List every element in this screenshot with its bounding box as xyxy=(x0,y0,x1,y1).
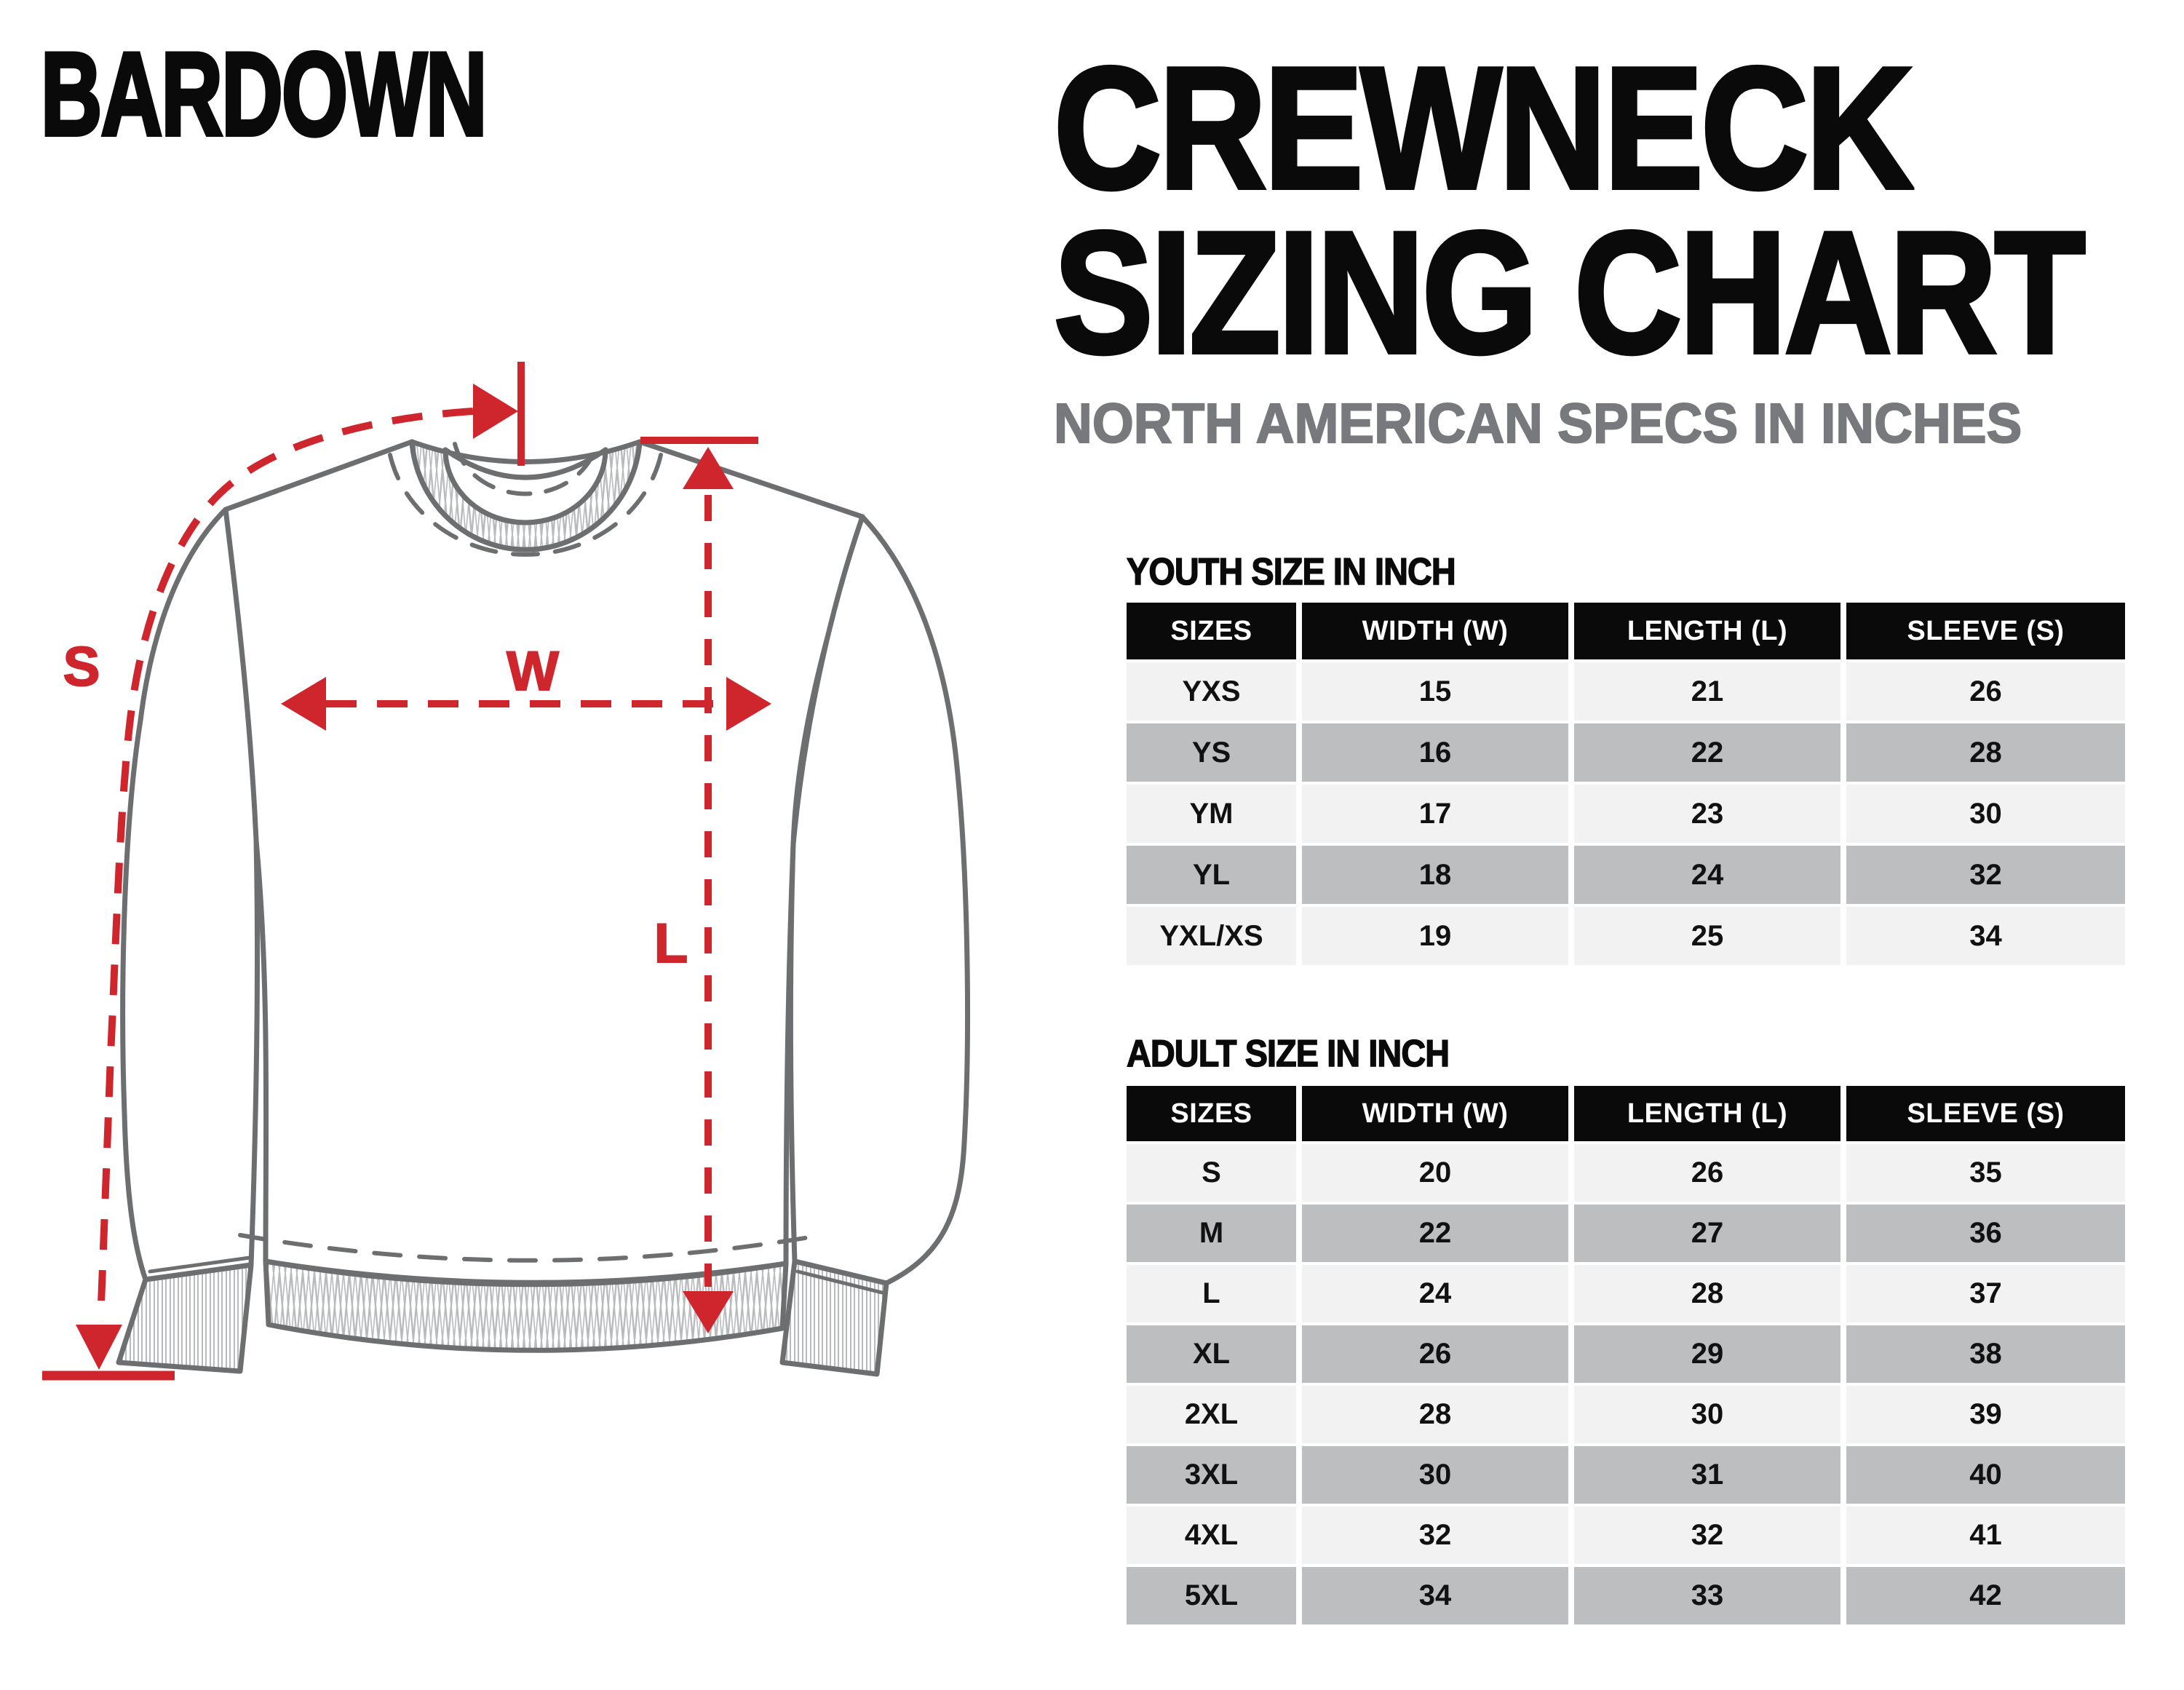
cell-sleeve: 37 xyxy=(1846,1265,2125,1322)
cell-size: L xyxy=(1127,1265,1296,1322)
cell-length: 30 xyxy=(1574,1386,1840,1443)
youth-size-table xyxy=(1127,603,2125,968)
cell-sleeve: 41 xyxy=(1846,1507,2125,1564)
youth-header-row xyxy=(1127,603,2125,659)
table-row xyxy=(1127,1325,2125,1383)
cell-sleeve: 32 xyxy=(1846,846,2125,904)
cell-length: 33 xyxy=(1574,1567,1840,1624)
table-row xyxy=(1127,907,2125,965)
table-row xyxy=(1127,1205,2125,1262)
cell-length: 26 xyxy=(1574,1144,1840,1202)
cell-width: 15 xyxy=(1302,662,1568,721)
cell-size: M xyxy=(1127,1205,1296,1262)
cell-sleeve: 38 xyxy=(1846,1325,2125,1383)
cell-sleeve: 26 xyxy=(1846,662,2125,721)
cell-width: 17 xyxy=(1302,785,1568,843)
cell-sleeve: 40 xyxy=(1846,1446,2125,1504)
cell-size: YS xyxy=(1127,723,1296,782)
cell-size: 5XL xyxy=(1127,1567,1296,1624)
cell-width: 19 xyxy=(1302,907,1568,965)
left-cuff xyxy=(119,1265,251,1371)
cell-width: 16 xyxy=(1302,723,1568,782)
table-row xyxy=(1127,723,2125,782)
cell-size: 3XL xyxy=(1127,1446,1296,1504)
table-row xyxy=(1127,785,2125,843)
cell-width: 24 xyxy=(1302,1265,1568,1322)
page-title-line-1: CREWNECK xyxy=(1054,32,1911,225)
cell-length: 23 xyxy=(1574,785,1840,843)
cell-width: 32 xyxy=(1302,1507,1568,1564)
column-header-sleeve: SLEEVE (S) xyxy=(1846,1086,2125,1141)
cell-sleeve: 30 xyxy=(1846,785,2125,843)
column-header-width: WIDTH (W) xyxy=(1302,1086,1568,1141)
width-label: W xyxy=(507,640,559,702)
right-cuff xyxy=(782,1261,886,1374)
column-header-sleeve: SLEEVE (S) xyxy=(1846,603,2125,659)
cell-length: 24 xyxy=(1574,846,1840,904)
cell-width: 20 xyxy=(1302,1144,1568,1202)
adult-header-row xyxy=(1127,1086,2125,1141)
title-block xyxy=(1054,32,2184,455)
youth-section-heading: YOUTH SIZE IN INCH xyxy=(1127,551,1456,593)
cell-sleeve: 39 xyxy=(1846,1386,2125,1443)
cell-sleeve: 35 xyxy=(1846,1144,2125,1202)
cell-length: 31 xyxy=(1574,1446,1840,1504)
adult-size-table xyxy=(1127,1086,2125,1627)
brand-logo: BARDOWN xyxy=(41,28,486,160)
cell-size: YM xyxy=(1127,785,1296,843)
cell-size: YL xyxy=(1127,846,1296,904)
cell-width: 34 xyxy=(1302,1567,1568,1624)
cell-width: 30 xyxy=(1302,1446,1568,1504)
cell-sleeve: 28 xyxy=(1846,723,2125,782)
cell-width: 28 xyxy=(1302,1386,1568,1443)
cell-width: 22 xyxy=(1302,1205,1568,1262)
adult-section-heading: ADULT SIZE IN INCH xyxy=(1127,1033,1450,1075)
column-header-length: LENGTH (L) xyxy=(1574,1086,1840,1141)
column-header-sizes: SIZES xyxy=(1127,1086,1296,1141)
cell-width: 18 xyxy=(1302,846,1568,904)
cell-size: 4XL xyxy=(1127,1507,1296,1564)
table-row xyxy=(1127,1265,2125,1322)
page-subtitle: NORTH AMERICAN SPECS IN INCHES xyxy=(1054,392,2022,455)
cell-size: YXL/XS xyxy=(1127,907,1296,965)
cell-length: 25 xyxy=(1574,907,1840,965)
table-row xyxy=(1127,846,2125,904)
table-row xyxy=(1127,1144,2125,1202)
table-row xyxy=(1127,1507,2125,1564)
sleeve-arrow-right xyxy=(473,384,518,439)
table-row xyxy=(1127,1446,2125,1504)
left-sleeve xyxy=(123,509,258,1280)
body-outline xyxy=(226,442,862,1282)
cell-size: 2XL xyxy=(1127,1386,1296,1443)
table-row xyxy=(1127,662,2125,721)
cell-size: XL xyxy=(1127,1325,1296,1383)
column-header-width: WIDTH (W) xyxy=(1302,603,1568,659)
page-title-line-2: SIZING CHART xyxy=(1054,197,2084,389)
cell-length: 22 xyxy=(1574,723,1840,782)
sleeve-label: S xyxy=(63,636,100,698)
cell-length: 29 xyxy=(1574,1325,1840,1383)
cell-length: 21 xyxy=(1574,662,1840,721)
table-row xyxy=(1127,1567,2125,1624)
length-label: L xyxy=(654,913,688,975)
column-header-length: LENGTH (L) xyxy=(1574,603,1840,659)
table-row xyxy=(1127,1386,2125,1443)
sweatshirt-outline xyxy=(119,442,967,1374)
cell-sleeve: 34 xyxy=(1846,907,2125,965)
cell-width: 26 xyxy=(1302,1325,1568,1383)
cell-length: 32 xyxy=(1574,1507,1840,1564)
crewneck-diagram xyxy=(0,313,1041,1448)
sleeve-arrow-down xyxy=(76,1325,122,1370)
cell-length: 28 xyxy=(1574,1265,1840,1322)
column-header-sizes: SIZES xyxy=(1127,603,1296,659)
cell-size: S xyxy=(1127,1144,1296,1202)
cell-sleeve: 42 xyxy=(1846,1567,2125,1624)
cell-length: 27 xyxy=(1574,1205,1840,1262)
cell-sleeve: 36 xyxy=(1846,1205,2125,1262)
cell-size: YXS xyxy=(1127,662,1296,721)
